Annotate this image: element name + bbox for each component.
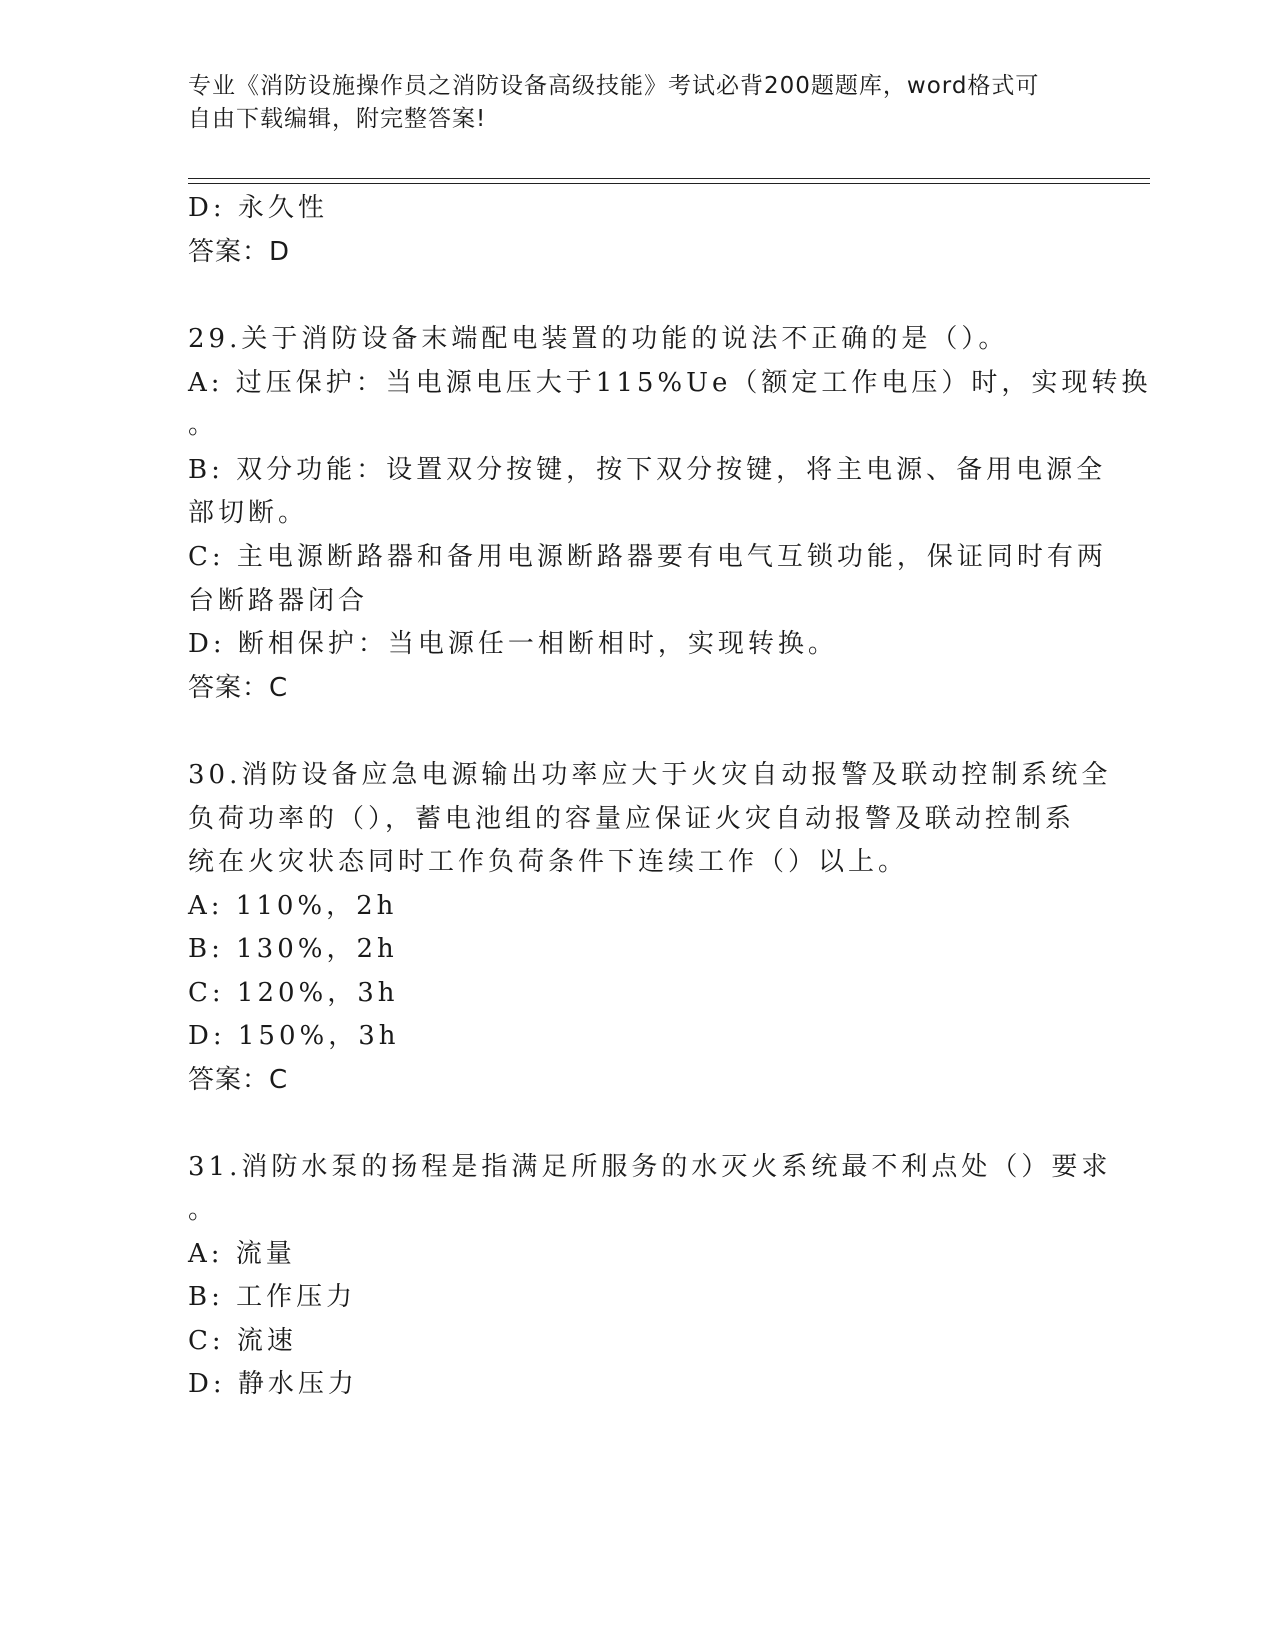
q30-option-c: C: 120%，3h (188, 978, 399, 1008)
q30-stem-line-1: 30.消防设备应急电源输出功率应大于火灾自动报警及联动控制系统全 (188, 760, 1112, 790)
q29-option-b: B: 双分功能：设置双分按键，按下双分按键，将主电源、备用电源全 (188, 455, 1107, 485)
q30-answer: 答案：C (188, 1065, 289, 1095)
q30-option-b: B: 130%，2h (188, 934, 398, 964)
q30-option-a: A: 110%，2h (188, 891, 398, 921)
header-rule-bottom (188, 183, 1150, 184)
header-line-2: 自由下载编辑，附完整答案! (188, 106, 487, 132)
q29-option-c: C: 主电源断路器和备用电源断路器要有电气互锁功能，保证同时有两 (188, 542, 1107, 572)
q29-stem: 29.关于消防设备末端配电装置的功能的说法不正确的是（）。 (188, 324, 1009, 354)
q30-stem-line-2: 负荷功率的（），蓄电池组的容量应保证火灾自动报警及联动控制系 (188, 804, 1076, 834)
q29-answer: 答案：C (188, 673, 289, 703)
q29-option-d: D: 断相保护：当电源任一相断相时，实现转换。 (188, 629, 838, 659)
q30-stem-line-3: 统在火灾状态同时工作负荷条件下连续工作（）以上。 (188, 847, 909, 877)
q30-option-d: D: 150%，3h (188, 1021, 400, 1051)
q29-option-a: A: 过压保护：当电源电压大于115%Ue（额定工作电压）时，实现转换 (188, 368, 1152, 398)
prev-option-d: D: 永久性 (188, 193, 328, 223)
q31-stem-line-2: 。 (188, 1195, 219, 1225)
q31-option-d: D: 静水压力 (188, 1369, 358, 1399)
header-rule-top (188, 178, 1150, 179)
q29-option-c-cont: 台断路器闭合 (188, 586, 369, 616)
q31-option-b: B: 工作压力 (188, 1282, 357, 1312)
q29-option-b-cont: 部切断。 (188, 498, 309, 528)
page-header (188, 70, 1068, 136)
q31-stem-line-1: 31.消防水泵的扬程是指满足所服务的水灭火系统最不利点处（）要求 (188, 1152, 1112, 1182)
q31-option-c: C: 流速 (188, 1326, 297, 1356)
prev-answer: 答案：D (188, 237, 291, 267)
q29-option-a-cont: 。 (188, 410, 219, 440)
header-line-1: 专业《消防设施操作员之消防设备高级技能》考试必背200题题库，word格式可 (188, 73, 1040, 99)
q31-option-a: A: 流量 (188, 1239, 296, 1269)
